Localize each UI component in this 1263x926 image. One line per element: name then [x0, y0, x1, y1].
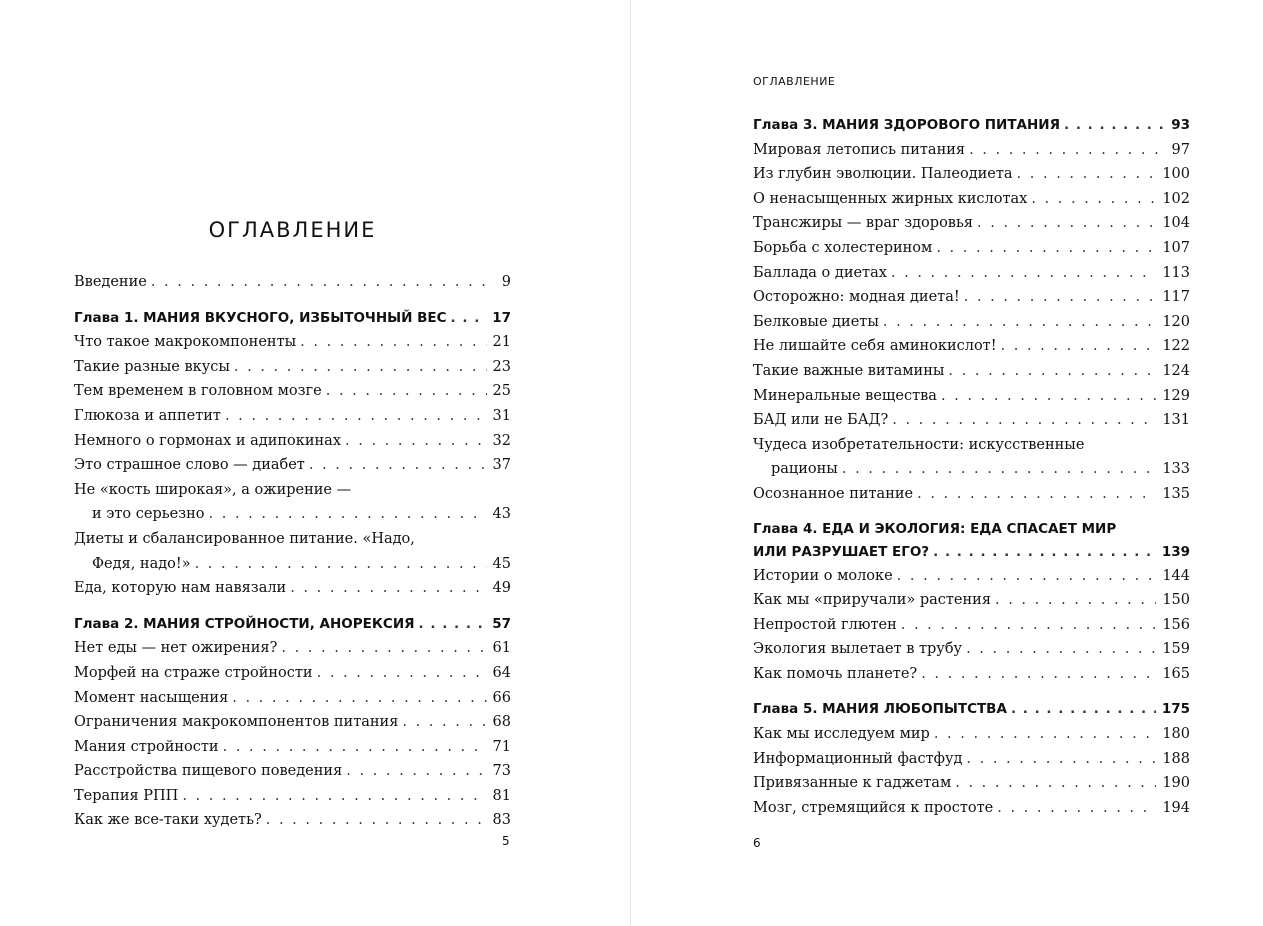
toc-entry-line2: Федя, надо!» [92, 555, 191, 572]
toc-entry[interactable] [74, 808, 511, 833]
toc-entry-title: Как же все-таки худеть? [74, 812, 262, 829]
toc-entry-page: 188 [1162, 750, 1190, 767]
toc-entry-page: 156 [1162, 616, 1190, 633]
toc-entry-page: 97 [1171, 141, 1190, 158]
leader-dots [966, 747, 1156, 772]
leader-dots [451, 306, 487, 331]
toc-entry[interactable] [753, 285, 1190, 310]
toc-entry[interactable] [74, 404, 511, 429]
toc-entry-title: Истории о молоке [753, 567, 893, 584]
toc-entry[interactable] [74, 636, 511, 661]
toc-entry-page: 117 [1162, 289, 1190, 306]
toc-chapter-2[interactable] [74, 612, 511, 637]
leader-dots [225, 404, 487, 429]
toc-entry-title: Как мы исследуем мир [753, 726, 930, 743]
toc-entry-title: Мания стройности [74, 738, 219, 755]
toc-entry-title: Белковые диеты [753, 313, 879, 330]
leader-dots [1017, 162, 1157, 187]
leader-dots [281, 636, 486, 661]
toc-entry-page: 124 [1162, 362, 1190, 379]
toc-entry-title: Из глубин эволюции. Палеодиета [753, 166, 1013, 183]
leader-dots [948, 359, 1156, 384]
toc-entry[interactable] [74, 355, 511, 380]
toc-entry-title: Осознанное питание [753, 485, 914, 502]
leader-dots [933, 541, 1156, 564]
leader-dots [842, 457, 1156, 482]
leader-dots [955, 771, 1156, 796]
chapter-title-line1: Глава 4. ЕДА И ЭКОЛОГИЯ: ЕДА СПАСАЕТ МИР [753, 520, 1117, 537]
leader-dots [326, 379, 487, 404]
leader-dots [883, 310, 1156, 335]
toc-entry-page: 23 [492, 358, 511, 375]
page-number: 5 [502, 834, 510, 848]
leader-dots [892, 408, 1156, 433]
running-head: ОГЛАВЛЕНИЕ [753, 75, 836, 88]
chapter-title: Глава 2. МАНИЯ СТРОЙНОСТИ, АНОРЕКСИЯ [74, 615, 415, 632]
toc-entry[interactable] [753, 482, 1190, 507]
toc-entry[interactable] [753, 211, 1190, 236]
leader-dots [891, 261, 1156, 286]
toc-entry-title: Немного о гормонах и адипокинах [74, 432, 342, 449]
chapter-title: Глава 1. МАНИЯ ВКУСНОГО, ИЗБЫТОЧНЫЙ ВЕС [74, 309, 447, 326]
toc-entry-page: 31 [492, 407, 511, 424]
leader-dots [936, 236, 1156, 261]
toc-entry-page: 165 [1162, 665, 1190, 682]
toc-entry-page: 64 [492, 664, 511, 681]
toc-entry-title: Не лишайте себя аминокислот! [753, 338, 997, 355]
toc-entry-title: Глюкоза и аппетит [74, 407, 221, 424]
toc-entry-title: БАД или не БАД? [753, 412, 889, 429]
toc-entry[interactable] [753, 662, 1190, 687]
toc-entry-title: Экология вылетает в трубу [753, 641, 963, 658]
toc-right [753, 113, 1190, 820]
chapter-title-line2: ИЛИ РАЗРУШАЕТ ЕГО? [753, 543, 930, 560]
toc-entry-page: 43 [492, 506, 511, 523]
toc-entry[interactable] [74, 379, 511, 404]
leader-dots [934, 722, 1156, 747]
toc-entry-page: 144 [1162, 567, 1190, 584]
toc-entry-page: 120 [1162, 313, 1190, 330]
toc-entry-page: 131 [1162, 412, 1190, 429]
leader-dots [266, 808, 487, 833]
toc-entry-page: 32 [492, 432, 511, 449]
toc-entry[interactable] [74, 429, 511, 454]
toc-entry[interactable] [753, 588, 1190, 613]
leader-dots [1031, 187, 1156, 212]
toc-entry-title: Привязанные к гаджетам [753, 775, 952, 792]
toc-entry-page: 104 [1162, 215, 1190, 232]
chapter-page: 17 [492, 309, 511, 326]
toc-entry-page: 100 [1162, 166, 1190, 183]
toc-entry[interactable] [74, 576, 511, 601]
toc-entry-line2: рационы [771, 461, 838, 478]
leader-dots [402, 710, 486, 735]
toc-entry[interactable] [753, 722, 1190, 747]
leader-dots [1064, 113, 1165, 138]
leader-dots [346, 759, 486, 784]
toc-entry-page: 71 [492, 738, 511, 755]
toc-entry-title: Борьба с холестерином [753, 239, 933, 256]
toc-entry-page: 122 [1162, 338, 1190, 355]
chapter-page: 93 [1171, 117, 1190, 133]
toc-entry-title: Терапия РПП [74, 787, 179, 804]
toc-entry-page: 81 [492, 787, 511, 804]
leader-dots [966, 637, 1156, 662]
leader-dots [309, 453, 487, 478]
book-spine-divider [630, 0, 631, 926]
toc-entry-line1: Диеты и сбалансированное питание. «Надо, [74, 530, 415, 547]
toc-entry[interactable] [753, 187, 1190, 212]
toc-entry[interactable] [753, 637, 1190, 662]
toc-entry-title: Что такое макрокомпоненты [74, 334, 297, 351]
leader-dots [1001, 334, 1157, 359]
toc-entry-page: 135 [1162, 485, 1190, 502]
toc-entry[interactable] [753, 408, 1190, 433]
leader-dots [223, 735, 487, 760]
toc-entry-page: 61 [492, 640, 511, 657]
toc-entry-title: Непростой глютен [753, 616, 897, 633]
toc-entry-page: 9 [501, 274, 511, 290]
toc-entry-title: Морфей на страже стройности [74, 664, 313, 681]
leader-dots [345, 429, 487, 454]
toc-entry[interactable] [74, 330, 511, 355]
toc-entry[interactable] [753, 796, 1190, 821]
leader-dots [897, 564, 1157, 589]
toc-entry[interactable] [74, 453, 511, 478]
leader-dots [290, 576, 486, 601]
leader-dots [151, 270, 496, 295]
toc-entry[interactable] [74, 686, 511, 711]
toc-entry-title: Такие разные вкусы [74, 358, 230, 375]
toc-entry[interactable] [753, 334, 1190, 359]
leader-dots [941, 384, 1156, 409]
toc-entry-title: Мировая летопись питания [753, 141, 966, 158]
leader-dots [995, 588, 1156, 613]
toc-entry-line2: и это серьезно [92, 506, 205, 523]
toc-chapter-5[interactable] [753, 697, 1190, 722]
toc-entry[interactable] [753, 771, 1190, 796]
toc-left [74, 270, 511, 833]
toc-entry-title: Это страшное слово — диабет [74, 457, 305, 474]
leader-dots [182, 784, 486, 809]
toc-entry[interactable] [753, 359, 1190, 384]
toc-entry-multiline[interactable] [753, 433, 1190, 482]
toc-entry[interactable] [753, 564, 1190, 589]
toc-entry-title: Минеральные вещества [753, 387, 937, 404]
toc-entry-page: 21 [492, 334, 511, 351]
toc-entry[interactable] [753, 236, 1190, 261]
chapter-page: 175 [1161, 701, 1190, 718]
leader-dots [921, 662, 1156, 687]
toc-entry-title: Расстройства пищевого поведения [74, 763, 343, 780]
toc-entry-page: 102 [1162, 190, 1190, 207]
toc-entry-title: Момент насыщения [74, 689, 229, 706]
leader-dots [317, 661, 487, 686]
toc-entry-title: Ограничения макрокомпонентов питания [74, 714, 399, 731]
leader-dots [997, 796, 1156, 821]
leader-dots [901, 613, 1157, 638]
toc-entry-line1: Чудеса изобретательности: искусственные [753, 436, 1085, 453]
toc-entry[interactable] [74, 661, 511, 686]
toc-entry-page: 25 [492, 383, 511, 400]
toc-entry-title: Баллада о диетах [753, 264, 887, 281]
leader-dots [300, 330, 486, 355]
toc-entry[interactable] [753, 162, 1190, 187]
toc-entry-title: Как помочь планете? [753, 665, 918, 682]
toc-entry-title: Трансжиры — враг здоровья [753, 215, 974, 232]
toc-chapter-3[interactable] [753, 113, 1190, 138]
toc-entry[interactable] [74, 710, 511, 735]
toc-entry-title: Осторожно: модная диета! [753, 289, 960, 306]
toc-entry-page: 107 [1162, 239, 1190, 256]
leader-dots [969, 138, 1165, 163]
toc-chapter-4[interactable] [753, 518, 1190, 564]
page-title: ОГЛАВЛЕНИЕ [208, 218, 377, 242]
toc-entry-page: 194 [1162, 799, 1190, 816]
toc-entry-page: 180 [1162, 726, 1190, 743]
toc-entry-title: Тем временем в головном мозге [74, 383, 322, 400]
toc-entry-page: 133 [1162, 461, 1190, 478]
toc-entry[interactable] [753, 138, 1190, 163]
toc-entry-multiline[interactable] [74, 527, 511, 576]
toc-entry-page: 113 [1162, 264, 1190, 281]
leader-dots [232, 686, 486, 711]
toc-chapter-1[interactable] [74, 306, 511, 331]
toc-entry-page: 37 [492, 457, 511, 474]
toc-entry[interactable] [753, 747, 1190, 772]
left-page [0, 0, 631, 926]
toc-entry-page: 45 [492, 555, 511, 572]
leader-dots [234, 355, 487, 380]
page-number: 6 [753, 836, 761, 850]
toc-entry-page: 159 [1162, 641, 1190, 658]
toc-entry-line1: Не «кость широкая», а ожирение — [74, 481, 352, 498]
chapter-title: Глава 5. МАНИЯ ЛЮБОПЫТСТВА [753, 701, 1007, 718]
chapter-page: 139 [1161, 543, 1190, 560]
toc-entry[interactable] [74, 759, 511, 784]
toc-entry-page: 73 [492, 763, 511, 780]
leader-dots [977, 211, 1156, 236]
toc-entry[interactable] [753, 613, 1190, 638]
toc-entry-title: О ненасыщенных жирных кислотах [753, 190, 1028, 207]
toc-entry-multiline[interactable] [74, 478, 511, 527]
leader-dots [917, 482, 1156, 507]
toc-entry-page: 68 [492, 714, 511, 731]
toc-entry-page: 190 [1162, 775, 1190, 792]
toc-entry-intro[interactable] [74, 270, 511, 295]
toc-entry-title: Еда, которую нам навязали [74, 580, 287, 597]
chapter-page: 57 [492, 615, 511, 632]
toc-entry-page: 150 [1162, 592, 1190, 609]
toc-entry-title: Введение [74, 274, 147, 290]
leader-dots [419, 612, 487, 637]
leader-dots [1011, 697, 1156, 722]
toc-entry[interactable] [74, 784, 511, 809]
toc-entry-title: Мозг, стремящийся к простоте [753, 799, 994, 816]
chapter-title: Глава 3. МАНИЯ ЗДОРОВОГО ПИТАНИЯ [753, 117, 1060, 133]
toc-entry-title: Нет еды — нет ожирения? [74, 640, 278, 657]
leader-dots [195, 552, 487, 577]
toc-entry-page: 49 [492, 580, 511, 597]
toc-entry-page: 66 [492, 689, 511, 706]
leader-dots [964, 285, 1157, 310]
leader-dots [209, 502, 487, 527]
toc-entry-page: 83 [492, 812, 511, 829]
toc-entry[interactable] [74, 735, 511, 760]
toc-entry-title: Как мы «приручали» растения [753, 592, 991, 609]
toc-entry-title: Информационный фастфуд [753, 750, 963, 767]
toc-entry-page: 129 [1162, 387, 1190, 404]
toc-entry[interactable] [753, 384, 1190, 409]
right-page [632, 0, 1263, 926]
toc-entry[interactable] [753, 261, 1190, 286]
toc-entry[interactable] [753, 310, 1190, 335]
toc-entry-title: Такие важные витамины [753, 362, 945, 379]
